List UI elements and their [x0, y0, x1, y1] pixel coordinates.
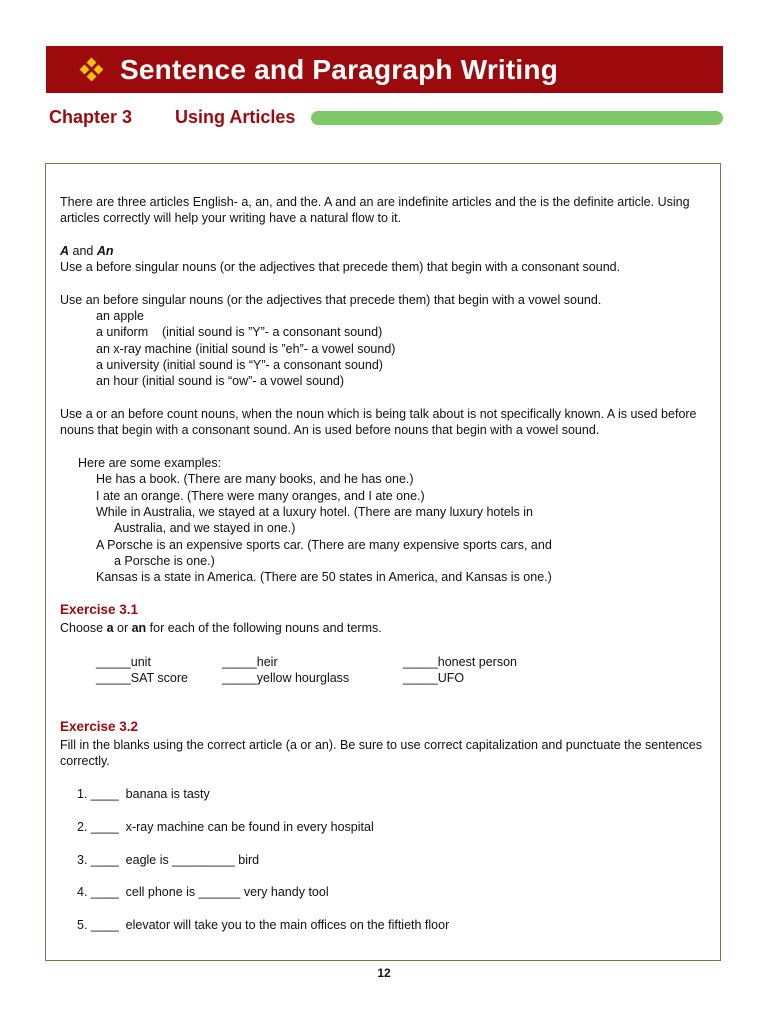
- examples-intro: Here are some examples:: [78, 456, 222, 470]
- chapter-heading: [49, 104, 723, 130]
- a-an-heading: [60, 243, 114, 259]
- exercise-1-item[interactable]: _____UFO: [403, 671, 465, 685]
- instr-text: or: [113, 621, 132, 635]
- a-an-heading-and: and: [72, 244, 94, 258]
- instr-a: a: [106, 621, 114, 635]
- a-an-example: an apple: [96, 309, 144, 323]
- exercise-2-item[interactable]: [77, 884, 329, 900]
- exercise-1-item[interactable]: _____unit: [96, 655, 151, 669]
- a-an-example: an x-ray machine (initial sound is ”eh”- a vowel sound): [96, 342, 396, 356]
- exercise-2-item[interactable]: [77, 917, 449, 933]
- instr-an: an: [131, 621, 147, 635]
- exercise-1-item[interactable]: _____heir: [222, 655, 278, 669]
- item-text: ____ cell phone is ______ very handy tool: [90, 885, 329, 899]
- page-number: 12: [377, 966, 391, 980]
- a-an-heading-an: An: [96, 244, 114, 258]
- page-title: Sentence and Paragraph Writing: [120, 53, 559, 85]
- item-text: ____ x-ray machine can be found in every hospital: [90, 820, 374, 834]
- exercise-2-item[interactable]: [77, 786, 210, 802]
- a-an-example: an hour (initial sound is “ow”- a vowel sound): [96, 374, 345, 388]
- item-number: 4.: [77, 885, 88, 899]
- diamond-bullet-icon: [80, 58, 104, 82]
- count-example: A Porsche is an expensive sports car. (There are many expensive sports cars, and: [96, 538, 552, 552]
- instr-text: for each of the following nouns and terms.: [146, 621, 382, 635]
- item-number: 5.: [77, 918, 88, 932]
- item-number: 1.: [77, 787, 88, 801]
- rule-an: Use an before singular nouns (or the adjectives that precede them) that begin with a vowel sound.: [60, 293, 602, 307]
- content-box: [45, 163, 721, 961]
- exercise-1-item[interactable]: _____SAT score: [96, 671, 188, 685]
- title-banner: [46, 46, 723, 93]
- exercise-2-instructions: Fill in the blanks using the correct article (a or an). Be sure to use correct capitalization and punctuate the sentences correctly.: [60, 738, 703, 769]
- a-an-heading-a: A: [60, 244, 70, 258]
- exercise-2-item[interactable]: [77, 852, 259, 868]
- count-example: a Porsche is one.): [114, 554, 215, 568]
- intro-paragraph: There are three articles English- a, an, and the. A and an are indefinite articles and the is the definite article. Using articles correctly will help your writing have a natural flow to it.: [60, 195, 690, 226]
- exercise-1-item[interactable]: _____yellow hourglass: [222, 671, 350, 685]
- item-number: 2.: [77, 820, 88, 834]
- count-nouns-paragraph: Use a or an before count nouns, when the noun which is being talk about is not specifically known. A is used before nouns that begin with a consonant sound. An is used before nouns that begin with a vowel sound.: [60, 407, 697, 438]
- exercise-1-instructions: [60, 620, 382, 636]
- exercise-2-item[interactable]: [77, 819, 374, 835]
- item-number: 3.: [77, 853, 88, 867]
- count-example: Australia, and we stayed in one.): [114, 521, 296, 535]
- count-example: I ate an orange. (There were many oranges, and I ate one.): [96, 489, 425, 503]
- count-example: While in Australia, we stayed at a luxury hotel. (There are many luxury hotels in: [96, 505, 534, 519]
- count-example: He has a book. (There are many books, and he has one.): [96, 472, 414, 486]
- exercise-1-title: Exercise 3.1: [60, 602, 139, 617]
- item-text: ____ elevator will take you to the main offices on the fiftieth floor: [90, 918, 450, 932]
- item-text: ____ banana is tasty: [90, 787, 210, 801]
- exercise-1-item[interactable]: _____honest person: [403, 655, 517, 669]
- item-text: ____ eagle is _________ bird: [90, 853, 260, 867]
- exercise-2-title: Exercise 3.2: [60, 719, 139, 734]
- rule-a: Use a before singular nouns (or the adjectives that precede them) that begin with a consonant sound.: [60, 260, 621, 274]
- count-example: Kansas is a state in America. (There are 50 states in America, and Kansas is one.): [96, 570, 552, 584]
- a-an-example: a uniform (initial sound is ”Y”- a consonant sound): [96, 325, 383, 339]
- chapter-number: Chapter 3: [49, 106, 133, 127]
- chapter-title: Using Articles: [175, 106, 296, 127]
- chapter-accent-bar: [311, 111, 723, 125]
- a-an-example: a university (initial sound is “Y”- a consonant sound): [96, 358, 383, 372]
- instr-text: Choose: [60, 621, 107, 635]
